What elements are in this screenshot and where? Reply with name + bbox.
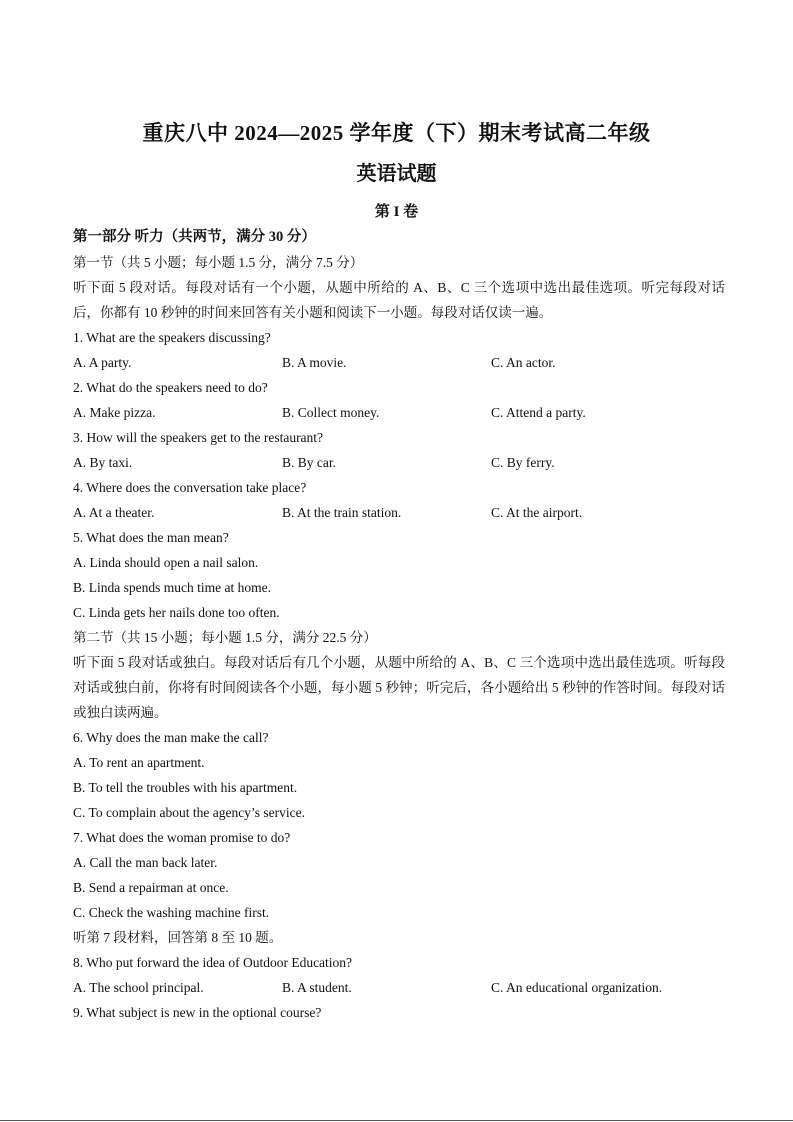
- q1-option-c: C. An actor.: [491, 355, 556, 370]
- part1-heading: 第一部分 听力（共两节，满分 30 分）: [73, 229, 316, 245]
- q8-stem: 8. Who put forward the idea of Outdoor Education?: [73, 955, 353, 970]
- bottom-rule: [0, 1120, 793, 1121]
- exam-title: 重庆八中 2024—2025 学年度（下）期末考试高二年级: [142, 121, 651, 145]
- q3-options: [73, 450, 725, 475]
- q1-stem: 1. What are the speakers discussing?: [73, 330, 271, 345]
- q2-options: [73, 400, 725, 425]
- q6-option-b: B. To tell the troubles with his apartment.: [73, 780, 298, 795]
- volume-label: 第 I 卷: [374, 204, 419, 220]
- q1-option-a: A. A party.: [73, 355, 132, 370]
- q5-option-a: A. Linda should open a nail salon.: [73, 555, 259, 570]
- section2-instructions: 听下面 5 段对话或独白。每段对话后有几个小题，从题中所给的 A、B、C 三个选项中选出最佳选项。听每段对话或独白前，你将有时间阅读各个小题，每小题 5 秒钟；听完后，各小题给出 5 秒钟的作答时间。每段对话或独白读两遍。: [73, 655, 725, 720]
- section1-heading: 第一节（共 5 小题；每小题 1.5 分，满分 7.5 分）: [73, 255, 364, 270]
- q4-option-b: B. At the train station.: [282, 505, 402, 520]
- section1-instructions: 听下面 5 段对话。每段对话有一个小题，从题中所给的 A、B、C 三个选项中选出最佳选项。听完每段对话后，你都有 10 秒钟的时间来回答有关小题和阅读下一小题。每段对话仅读一遍。: [73, 280, 725, 320]
- q6-stem: 6. Why does the man make the call?: [73, 730, 269, 745]
- q4-option-c: C. At the airport.: [491, 505, 583, 520]
- exam-subtitle: 英语试题: [356, 163, 437, 185]
- q3-option-a: A. By taxi.: [73, 455, 133, 470]
- q3-option-c: C. By ferry.: [491, 455, 555, 470]
- q6-option-c: C. To complain about the agency’s service.: [73, 805, 305, 820]
- q3-stem: 3. How will the speakers get to the restaurant?: [73, 430, 324, 445]
- q5-option-c: C. Linda gets her nails done too often.: [73, 605, 280, 620]
- q2-option-c: C. Attend a party.: [491, 405, 586, 420]
- q5-stem: 5. What does the man mean?: [73, 530, 229, 545]
- q8-option-a: A. The school principal.: [73, 980, 204, 995]
- q4-stem: 4. Where does the conversation take place?: [73, 480, 307, 495]
- q7-option-c: C. Check the washing machine first.: [73, 905, 270, 920]
- q2-option-a: A. Make pizza.: [73, 405, 156, 420]
- q2-option-b: B. Collect money.: [282, 405, 380, 420]
- q9-stem: 9. What subject is new in the optional course?: [73, 1005, 322, 1020]
- q6-option-a: A. To rent an apartment.: [73, 755, 205, 770]
- q4-options: [73, 500, 725, 525]
- material7-note: 听第 7 段材料，回答第 8 至 10 题。: [73, 930, 283, 945]
- q2-stem: 2. What do the speakers need to do?: [73, 380, 268, 395]
- exam-content: [73, 225, 725, 1025]
- q3-option-b: B. By car.: [282, 455, 336, 470]
- q5-option-b: B. Linda spends much time at home.: [73, 580, 271, 595]
- q7-option-a: A. Call the man back later.: [73, 855, 218, 870]
- section2-heading: 第二节（共 15 小题；每小题 1.5 分，满分 22.5 分）: [73, 630, 377, 645]
- q7-stem: 7. What does the woman promise to do?: [73, 830, 291, 845]
- q1-option-b: B. A movie.: [282, 355, 347, 370]
- q1-options: [73, 350, 725, 375]
- q8-options: [73, 975, 725, 1000]
- q8-option-c: C. An educational organization.: [491, 980, 663, 995]
- q7-option-b: B. Send a repairman at once.: [73, 880, 229, 895]
- q4-option-a: A. At a theater.: [73, 505, 155, 520]
- q8-option-b: B. A student.: [282, 980, 352, 995]
